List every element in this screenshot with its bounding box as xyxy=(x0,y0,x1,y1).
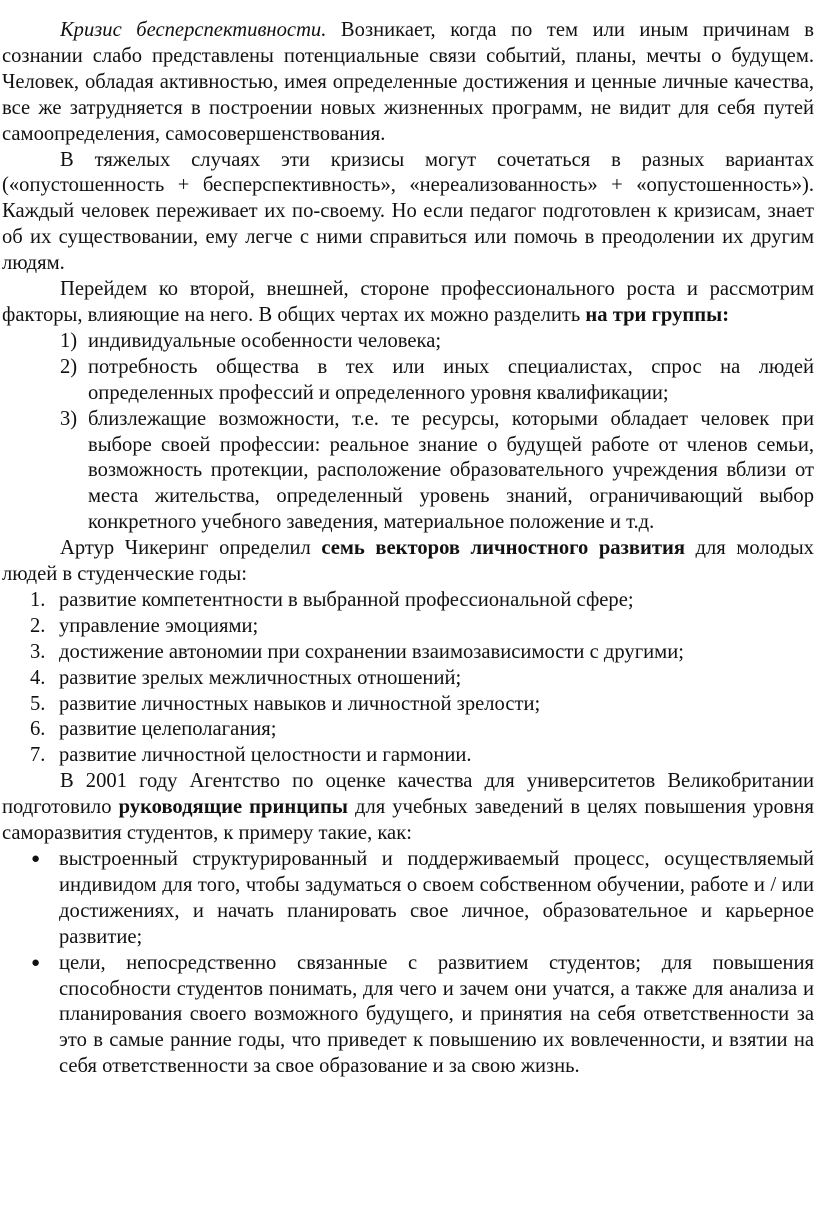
list-number: 2. xyxy=(30,614,46,637)
list-item-text: цели, непосредственно связанные с развитием студентов; для повышения способности студентов понимать, для чего и зачем они учатся, а также для анализа и планирования своего возможного будущего, и принятия на себя ответственности за это в самые ранние годы, что приведет к повышению их вовлеченности, и взятии на себя ответственности за свое образование и за свою жизнь. xyxy=(59,951,814,1078)
term-crisis-hopelessness: Кризис бесперспективности. xyxy=(60,19,327,41)
paragraph-text: для молодых людей в студенческие годы: xyxy=(2,537,814,586)
list-item xyxy=(2,847,814,951)
list-item-text: управление эмоциями; xyxy=(59,614,259,637)
emphasis-seven-vectors: семь векторов личностного развития xyxy=(321,537,685,560)
paragraph-qaa-2001 xyxy=(2,769,814,847)
list-item-text: индивидуальные особенности человека; xyxy=(88,329,442,352)
development-vectors-list xyxy=(2,588,814,769)
list-item-text: развитие целеполагания; xyxy=(59,718,277,741)
list-number: 7. xyxy=(30,744,46,767)
list-number: 3. xyxy=(30,640,46,663)
list-item xyxy=(2,329,814,355)
list-number: 4. xyxy=(30,666,46,689)
list-item xyxy=(2,614,814,640)
list-item xyxy=(2,951,814,1081)
list-number: 1. xyxy=(30,588,46,611)
paragraph-crisis-hopelessness xyxy=(2,18,814,148)
list-item-text: развитие компетентности в выбранной профессиональной сфере; xyxy=(59,588,634,611)
emphasis-three-groups: на три группы: xyxy=(585,303,730,326)
factor-groups-list xyxy=(2,329,814,536)
bullet-icon: ● xyxy=(31,954,41,971)
bullet-icon: ● xyxy=(31,851,41,867)
paragraph-chickering xyxy=(2,536,814,588)
list-item-text: близлежащие возможности, т.е. те ресурсы, которыми обладает человек при выборе своей профессии: реальное знание о будущей работе от членов семьи, возможность протекции, расположение образовательного учреждения вблизи от места жительства, определенный уровень знаний, ограничивающий выбор конкретного учебного заведения, материальное положение и т.д. xyxy=(88,407,814,534)
list-item-text: развитие личностных навыков и личностной зрелости; xyxy=(59,692,541,715)
paragraph-text: для учебных заведений в целях повышения уровня саморазвития студентов, к примеру такие, как: xyxy=(2,796,814,845)
paragraph-external-factors xyxy=(2,277,814,329)
paragraph-crisis-combinations: В тяжелых случаях эти кризисы могут сочетаться в разных вариантах («опустошенность + бесперспективность», «нереализованность» + «опустошенность»). Каждый человек переживает их по-своему. Но если педагог подготовлен к кризисам, знает об их существовании, ему легче с ними справиться или помочь в преодолении их другим людям. xyxy=(2,148,814,275)
list-item xyxy=(2,588,814,614)
emphasis-guiding-principles: руководящие принципы xyxy=(118,796,348,819)
paragraph-text: Артур Чикеринг определил xyxy=(60,537,322,560)
list-number: 2) xyxy=(60,355,78,378)
list-item xyxy=(2,743,814,769)
list-item xyxy=(2,355,814,407)
principles-list xyxy=(2,847,814,1080)
list-item xyxy=(2,407,814,537)
paragraph-text: Возникает, когда по тем или иным причинам в сознании слабо представлены потенциальные связи событий, планы, мечты о будущем. Человек, обладая активностью, имея определенные достижения и ценные личные качества, все же затрудняется в построении новых жизненных программ, не видит для себя путей самоопределения, самосовершенствования. xyxy=(2,19,814,145)
list-item-text: выстроенный структурированный и поддерживаемый процесс, осуществляемый индивидом для того, чтобы задуматься о своем собственном обучении, работе и / или достижениях, и начать планировать свое личное, образовательное и карьерное развитие; xyxy=(59,848,814,948)
paragraph-text: Перейдем ко второй, внешней, стороне профессионального роста и рассмотрим факторы, влияющие на него. В общих чертах их можно разделить xyxy=(2,278,814,326)
list-item-text: потребность общества в тех или иных специалистах, спрос на людей определенных профессий и определенного уровня квалификации; xyxy=(88,355,814,404)
list-number: 1) xyxy=(60,329,78,352)
paragraph-text: В 2001 году Агентство по оценке качества для университетов Великобритании подготовило xyxy=(2,770,814,819)
list-item-text: развитие зрелых межличностных отношений; xyxy=(59,666,462,689)
list-number: 3) xyxy=(60,407,78,430)
list-item xyxy=(2,666,814,692)
list-item xyxy=(2,640,814,666)
list-item-text: развитие личностной целостности и гармонии. xyxy=(59,744,472,767)
list-item xyxy=(2,692,814,718)
list-item xyxy=(2,717,814,743)
list-number: 6. xyxy=(30,718,46,741)
list-number: 5. xyxy=(30,692,46,715)
list-item-text: достижение автономии при сохранении взаимозависимости с другими; xyxy=(59,640,684,663)
